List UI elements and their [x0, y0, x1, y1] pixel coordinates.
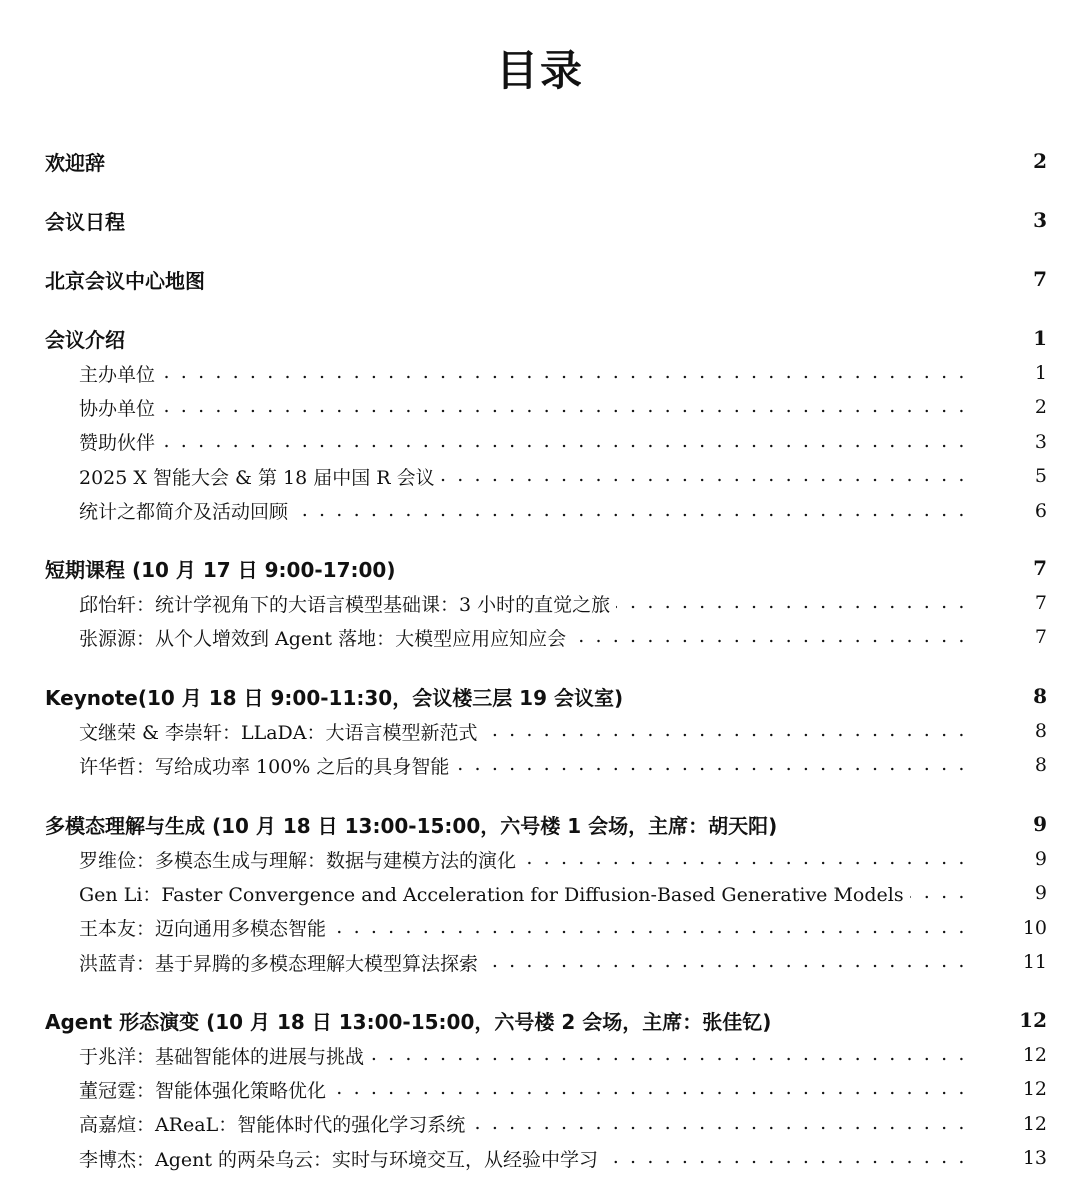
- toc-entry-page-number: 12: [1022, 1078, 1047, 1101]
- toc-entry-page-number: 13: [1022, 1147, 1047, 1170]
- toc-section-label: 欢迎辞: [45, 150, 105, 175]
- toc-entry[interactable]: [45, 588, 1047, 618]
- toc-section-label: 短期课程 (10 月 17 日 9:00-17:00): [45, 557, 396, 582]
- toc-section[interactable]: [45, 205, 1047, 235]
- toc-entry-page-number: 6: [1034, 499, 1047, 522]
- toc-dot-leader: [471, 1109, 1013, 1139]
- toc-entry-label: 2025 X 智能大会 & 第 18 届中国 R 会议: [79, 466, 435, 489]
- toc-dot-leader: [484, 716, 1013, 746]
- toc-entry[interactable]: [45, 750, 1047, 780]
- toc-section[interactable]: [45, 323, 1047, 353]
- toc-dot-leader: [441, 461, 1013, 491]
- toc-section-page-number: 2: [1033, 149, 1047, 173]
- toc-dot-leader: [604, 1143, 1013, 1173]
- toc-section[interactable]: [45, 1005, 1047, 1035]
- toc-dot-leader: [484, 947, 1013, 977]
- toc-entry-label: 协办单位: [79, 397, 156, 420]
- toc-section[interactable]: [45, 553, 1047, 583]
- toc-entry-page-number: 3: [1034, 430, 1047, 453]
- toc-dot-leader: [370, 1040, 1013, 1070]
- toc-dot-leader: [161, 358, 1013, 388]
- toc-entry-page-number: 8: [1034, 754, 1047, 777]
- toc-section-page-number: 7: [1033, 267, 1047, 291]
- toc-entry-label: 许华哲：写给成功率 100% 之后的具身智能: [79, 755, 450, 778]
- toc-entry-page-number: 1: [1034, 362, 1047, 384]
- toc-section-page-number: 1: [1033, 326, 1047, 350]
- toc-entry-label: 李博杰：Agent 的两朵乌云：实时与环境交互，从经验中学习: [79, 1148, 599, 1171]
- toc-dot-leader: [572, 622, 1013, 652]
- toc-entry[interactable]: [45, 1074, 1047, 1104]
- toc-title: 目录: [495, 46, 584, 95]
- toc-entry-label: Gen Li：Faster Convergence and Acceleration for Diffusion-Based Generative Models: [79, 883, 904, 906]
- toc-section-label: 会议介绍: [45, 327, 125, 352]
- toc-entry[interactable]: [45, 716, 1047, 746]
- toc-section-page-number: 8: [1033, 684, 1047, 708]
- toc-entry-page-number: 11: [1022, 951, 1047, 974]
- toc-section[interactable]: [45, 809, 1047, 839]
- toc-entry-label: 赞助伙伴: [79, 432, 156, 455]
- toc-dot-leader: [522, 844, 1013, 874]
- toc-entry[interactable]: [45, 358, 1047, 388]
- toc-entry-label: 邱怡轩：统计学视角下的大语言模型基础课：3 小时的直觉之旅: [79, 593, 611, 616]
- toc-entry[interactable]: [45, 461, 1047, 491]
- toc-entry-label: 文继荣 & 李崇轩：LLaDA：大语言模型新范式: [79, 721, 478, 744]
- toc-section-label: 北京会议中心地图: [45, 268, 205, 293]
- toc-section-page-number: 12: [1019, 1008, 1047, 1032]
- toc-entry-label: 洪蓝青：基于昇腾的多模态理解大模型算法探索: [79, 952, 479, 975]
- toc-dot-leader: [161, 427, 1013, 457]
- toc-dot-leader: [616, 588, 1013, 618]
- toc-entry[interactable]: [45, 878, 1047, 908]
- toc-section-label: 会议日程: [45, 209, 125, 234]
- toc-entry-page-number: 10: [1022, 916, 1047, 939]
- toc-entry[interactable]: [45, 1040, 1047, 1070]
- toc-dot-leader: [910, 878, 1013, 908]
- toc-section-page-number: 3: [1033, 208, 1047, 232]
- toc-dot-leader: [161, 392, 1013, 422]
- toc-entry[interactable]: [45, 392, 1047, 422]
- toc-section[interactable]: [45, 264, 1047, 294]
- toc-entry-page-number: 5: [1034, 465, 1047, 488]
- toc-entry[interactable]: [45, 844, 1047, 874]
- toc-entry-page-number: 9: [1034, 848, 1047, 870]
- toc-entry-page-number: 12: [1022, 1112, 1047, 1135]
- toc-entry-page-number: 7: [1034, 626, 1047, 649]
- toc-entry[interactable]: [45, 496, 1047, 526]
- toc-entry[interactable]: [45, 1109, 1047, 1139]
- toc-section-page-number: 7: [1033, 556, 1047, 580]
- toc-entry[interactable]: [45, 913, 1047, 943]
- toc-dot-leader: [455, 750, 1013, 780]
- toc-entry-label: 董冠霆：智能体强化策略优化: [79, 1079, 327, 1102]
- toc-entry-label: 罗维俭：多模态生成与理解：数据与建模方法的演化: [79, 849, 517, 872]
- toc-entry[interactable]: [45, 947, 1047, 977]
- toc-entry-label: 高嘉煊：AReaL：智能体时代的强化学习系统: [79, 1114, 466, 1137]
- toc-section-label: 多模态理解与生成 (10 月 18 日 13:00-15:00，六号楼 1 会场，主席：胡天阳): [45, 813, 778, 838]
- toc-entry-label: 主办单位: [79, 363, 156, 386]
- toc-section[interactable]: [45, 681, 1047, 711]
- toc-dot-leader: [294, 496, 1013, 526]
- toc-entry-page-number: 9: [1034, 882, 1047, 905]
- toc-entry-page-number: 12: [1022, 1044, 1047, 1066]
- toc-entry[interactable]: [45, 427, 1047, 457]
- toc-section-label: Agent 形态演变 (10 月 18 日 13:00-15:00，六号楼 2 会场，主席：张佳钇): [45, 1009, 772, 1034]
- toc-entry-label: 于兆洋：基础智能体的进展与挑战: [79, 1045, 365, 1068]
- toc-dot-leader: [332, 913, 1013, 943]
- toc-entry-label: 张源源：从个人增效到 Agent 落地：大模型应用应知应会: [79, 627, 567, 650]
- toc-section[interactable]: [45, 146, 1047, 176]
- toc-entry-label: 统计之都简介及活动回顾: [79, 501, 289, 524]
- toc-section-label: Keynote(10 月 18 日 9:00-11:30，会议楼三层 19 会议室): [45, 685, 624, 710]
- toc-entry-page-number: 2: [1034, 396, 1047, 419]
- toc-entry-page-number: 8: [1034, 720, 1047, 742]
- toc-entry-page-number: 7: [1034, 592, 1047, 614]
- toc-entry[interactable]: [45, 622, 1047, 652]
- toc-dot-leader: [332, 1074, 1013, 1104]
- toc-entry[interactable]: [45, 1143, 1047, 1173]
- toc-entry-label: 王本友：迈向通用多模态智能: [79, 918, 327, 941]
- toc-section-page-number: 9: [1033, 812, 1047, 836]
